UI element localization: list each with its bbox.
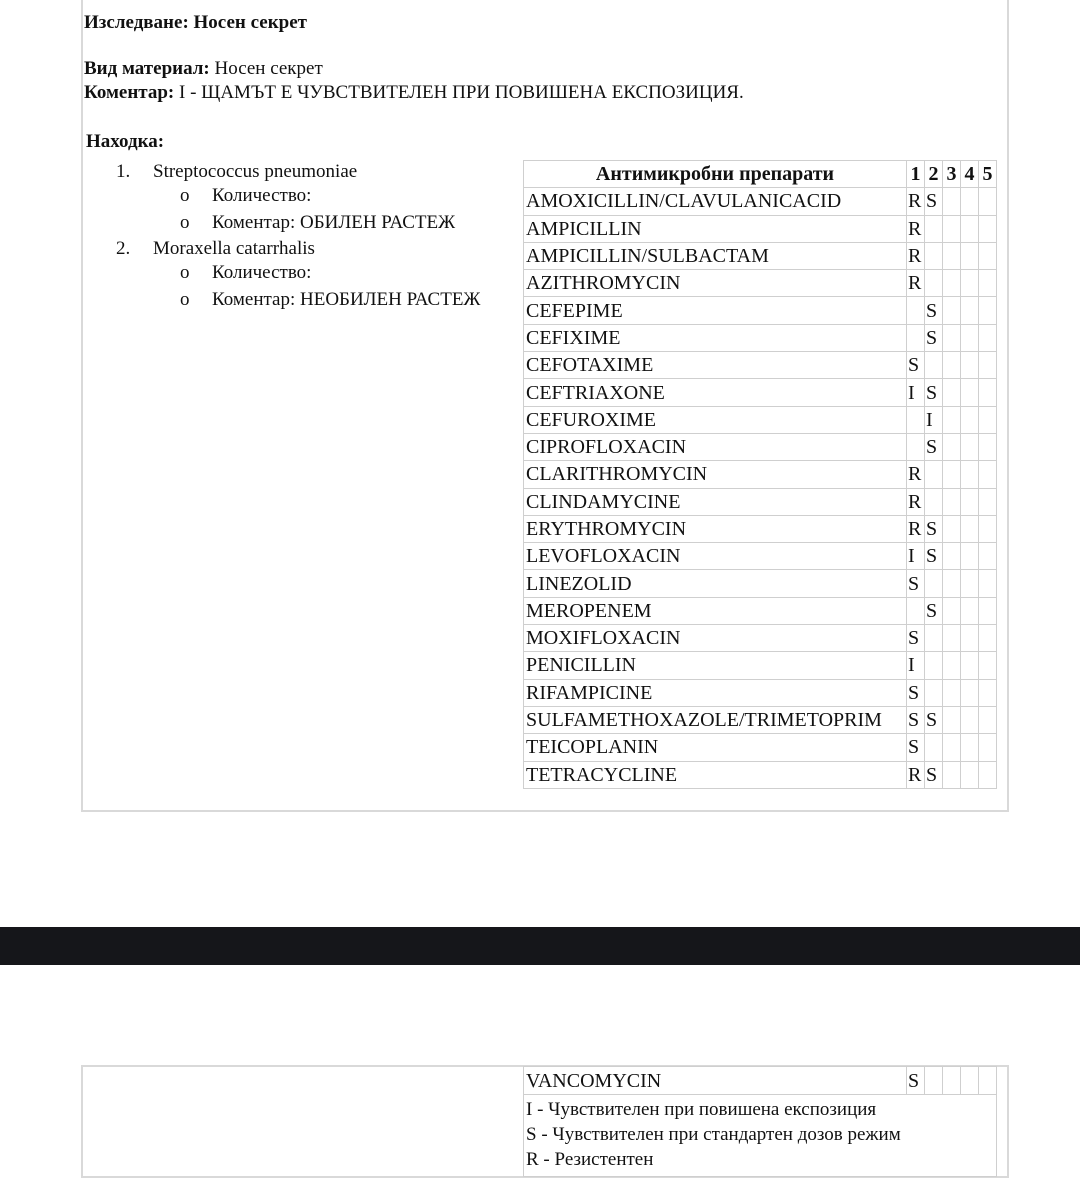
table-row	[524, 242, 997, 269]
comment-value: I - ЩАМЪТ Е ЧУВСТВИТЕЛЕН ПРИ ПОВИШЕНА ЕКСПОЗИЦИЯ.	[179, 82, 744, 103]
result-cell-col-2	[925, 352, 943, 379]
drug-name-cell: LINEZOLID	[524, 570, 907, 597]
table-row	[524, 652, 997, 679]
result-cell-col-1	[907, 433, 925, 460]
table-row	[524, 433, 997, 460]
result-cell-col-2	[925, 461, 943, 488]
result-cell-col-4	[961, 570, 979, 597]
result-cell-col-5	[979, 652, 997, 679]
finding-2-quantity: Количество:	[212, 262, 312, 283]
table-row	[524, 406, 997, 433]
result-cell-col-2	[925, 734, 943, 761]
result-cell-col-4	[961, 324, 979, 351]
result-cell-col-2: S	[925, 188, 943, 215]
material-value: Носен секрет	[214, 58, 323, 79]
result-cell-col-5	[979, 188, 997, 215]
result-cell-col-1: R	[907, 515, 925, 542]
result-cell-col-3	[943, 215, 961, 242]
result-cell-col-3	[943, 679, 961, 706]
result-cell-col-5	[979, 406, 997, 433]
table-row	[524, 734, 997, 761]
drug-name-cell: ERYTHROMYCIN	[524, 515, 907, 542]
drug-name-cell: CEFEPIME	[524, 297, 907, 324]
result-cell-col-4	[961, 297, 979, 324]
result-cell-col-4	[961, 543, 979, 570]
result-cell-col-1: R	[907, 461, 925, 488]
legend-i: I - Чувствителен при повишена експозиция	[526, 1099, 877, 1120]
table-row	[524, 379, 997, 406]
result-cell-col-1: S	[907, 706, 925, 733]
result-cell-col-4	[961, 488, 979, 515]
drug-name-cell: SULFAMETHOXAZOLE/TRIMETOPRIM	[524, 706, 907, 733]
result-cell-col-5	[979, 761, 997, 788]
result-cell-col-3	[943, 488, 961, 515]
table-row	[524, 679, 997, 706]
result-cell-col-3	[943, 625, 961, 652]
table-header-col-1: 1	[907, 161, 925, 188]
drug-name-cell: CIPROFLOXACIN	[524, 433, 907, 460]
result-cell-col-4	[961, 652, 979, 679]
result-cell-col-4	[961, 679, 979, 706]
result-cell-col-5	[979, 679, 997, 706]
result-cell-col-4	[961, 706, 979, 733]
finding-1-organism: Streptococcus pneumoniae	[153, 161, 358, 182]
result-cell-col-5	[979, 734, 997, 761]
result-cell-col-3	[943, 297, 961, 324]
drug-name-cell: TETRACYCLINE	[524, 761, 907, 788]
result-cell-col-3	[943, 188, 961, 215]
table-row	[524, 352, 997, 379]
table-row	[524, 543, 997, 570]
drug-name-cell: MEROPENEM	[524, 597, 907, 624]
result-cell-col-3	[943, 570, 961, 597]
result-cell-col-5	[979, 488, 997, 515]
table-row	[524, 461, 997, 488]
result-cell-col-2	[925, 242, 943, 269]
result-cell-col-4	[961, 515, 979, 542]
finding-2-comment-bullet: o	[180, 289, 190, 310]
table-row	[524, 324, 997, 351]
table-row	[524, 570, 997, 597]
legend-s: S - Чувствителен при стандартен дозов режим	[526, 1124, 901, 1145]
result-cell-col-5	[979, 706, 997, 733]
result-cell-col-4	[961, 597, 979, 624]
result-cell-col-4	[961, 406, 979, 433]
legend-r: R - Резистентен	[526, 1149, 654, 1170]
table-row	[524, 597, 997, 624]
study-value: Носен секрет	[193, 12, 307, 33]
finding-1-number: 1.	[116, 161, 131, 182]
drug-name-cell: AMOXICILLIN/CLAVULANICACID	[524, 188, 907, 215]
result-cell-col-3	[943, 1067, 961, 1095]
result-cell-col-1: I	[907, 379, 925, 406]
result-cell-col-1: S	[907, 734, 925, 761]
drug-name-cell: PENICILLIN	[524, 652, 907, 679]
table-header-col-3: 3	[943, 161, 961, 188]
result-cell-col-4	[961, 433, 979, 460]
drug-name-cell: CEFOTAXIME	[524, 352, 907, 379]
result-cell-col-2: S	[925, 379, 943, 406]
table-row	[524, 488, 997, 515]
result-cell-col-5	[979, 352, 997, 379]
result-cell-col-1: I	[907, 543, 925, 570]
result-cell-col-4	[961, 625, 979, 652]
result-cell-col-3	[943, 734, 961, 761]
result-cell-col-3	[943, 761, 961, 788]
study-label: Изследване:	[84, 12, 189, 33]
drug-name-cell: CEFIXIME	[524, 324, 907, 351]
result-cell-col-5	[979, 433, 997, 460]
drug-name-cell: CEFTRIAXONE	[524, 379, 907, 406]
material-line	[84, 58, 323, 80]
result-cell-col-2: S	[925, 597, 943, 624]
result-cell-col-4	[961, 270, 979, 297]
table-row	[524, 297, 997, 324]
result-cell-col-2: S	[925, 706, 943, 733]
result-cell-col-5	[979, 597, 997, 624]
result-cell-col-5	[979, 1067, 997, 1095]
finding-1-quantity: Количество:	[212, 185, 312, 206]
result-cell-col-3	[943, 324, 961, 351]
result-cell-col-5	[979, 324, 997, 351]
result-cell-col-1: S	[907, 352, 925, 379]
result-cell-col-3	[943, 652, 961, 679]
drug-name-cell: LEVOFLOXACIN	[524, 543, 907, 570]
finding-label: Находка:	[86, 131, 165, 152]
result-cell-col-4	[961, 379, 979, 406]
drug-name-cell: MOXIFLOXACIN	[524, 625, 907, 652]
result-cell-col-1: R	[907, 488, 925, 515]
result-cell-col-5	[979, 461, 997, 488]
result-cell-col-2: I	[925, 406, 943, 433]
table-row	[524, 515, 997, 542]
table-header-drugs: Антимикробни препарати	[524, 161, 907, 188]
result-cell-col-5	[979, 297, 997, 324]
result-cell-col-5	[979, 215, 997, 242]
drug-name-cell: TEICOPLANIN	[524, 734, 907, 761]
result-cell-col-5	[979, 379, 997, 406]
result-cell-col-3	[943, 461, 961, 488]
result-cell-col-2	[925, 625, 943, 652]
result-cell-col-5	[979, 515, 997, 542]
table-legend-row	[524, 1095, 997, 1177]
result-cell-col-3	[943, 352, 961, 379]
finding-1-quantity-bullet: o	[180, 185, 190, 206]
result-cell-col-1	[907, 597, 925, 624]
result-cell-col-3	[943, 597, 961, 624]
result-cell-col-2	[925, 270, 943, 297]
result-cell-col-4	[961, 352, 979, 379]
result-cell-col-1	[907, 406, 925, 433]
result-cell-col-1: S	[907, 1067, 925, 1095]
comment-label: Коментар:	[84, 82, 175, 103]
result-cell-col-5	[979, 242, 997, 269]
result-cell-col-3	[943, 270, 961, 297]
result-cell-col-2	[925, 1067, 943, 1095]
drug-name-cell: CLINDAMYCINE	[524, 488, 907, 515]
result-cell-col-2: S	[925, 543, 943, 570]
drug-name-cell: AMPICILLIN/SULBACTAM	[524, 242, 907, 269]
finding-2-organism: Moraxella catarrhalis	[153, 238, 315, 259]
drug-name-cell: RIFAMPICINE	[524, 679, 907, 706]
result-cell-col-3	[943, 515, 961, 542]
result-cell-col-3	[943, 433, 961, 460]
page-separator-band	[0, 927, 1080, 965]
table-header-col-4: 4	[961, 161, 979, 188]
table-row	[524, 188, 997, 215]
study-line	[84, 12, 307, 34]
table-row	[524, 1067, 997, 1095]
result-cell-col-1	[907, 324, 925, 351]
result-cell-col-4	[961, 734, 979, 761]
result-cell-col-1: R	[907, 270, 925, 297]
legend-cell	[524, 1095, 997, 1177]
result-cell-col-1	[907, 297, 925, 324]
result-cell-col-1: I	[907, 652, 925, 679]
finding-1-comment: Коментар: ОБИЛЕН РАСТЕЖ	[212, 212, 456, 233]
result-cell-col-3	[943, 379, 961, 406]
drug-name-cell: AZITHROMYCIN	[524, 270, 907, 297]
result-cell-col-3	[943, 543, 961, 570]
drug-name-cell: CEFUROXIME	[524, 406, 907, 433]
result-cell-col-2	[925, 488, 943, 515]
result-cell-col-3	[943, 406, 961, 433]
drug-name-cell: AMPICILLIN	[524, 215, 907, 242]
result-cell-col-1: R	[907, 188, 925, 215]
antimicrobial-table	[523, 160, 997, 789]
result-cell-col-4	[961, 188, 979, 215]
table-header-col-5: 5	[979, 161, 997, 188]
drug-name-cell: VANCOMYCIN	[524, 1067, 907, 1095]
result-cell-col-1: S	[907, 679, 925, 706]
result-cell-col-3	[943, 242, 961, 269]
result-cell-col-2	[925, 215, 943, 242]
result-cell-col-5	[979, 570, 997, 597]
finding-2-quantity-bullet: o	[180, 262, 190, 283]
material-label: Вид материал:	[84, 58, 210, 79]
result-cell-col-2: S	[925, 761, 943, 788]
result-cell-col-1: R	[907, 215, 925, 242]
result-cell-col-2	[925, 679, 943, 706]
result-cell-col-3	[943, 706, 961, 733]
table-row	[524, 706, 997, 733]
result-cell-col-4	[961, 215, 979, 242]
result-cell-col-2	[925, 570, 943, 597]
table-row	[524, 215, 997, 242]
result-cell-col-4	[961, 761, 979, 788]
antimicrobial-table-continued	[523, 1066, 997, 1177]
table-row	[524, 761, 997, 788]
comment-line	[84, 82, 744, 104]
table-row	[524, 270, 997, 297]
result-cell-col-1: R	[907, 242, 925, 269]
result-cell-col-2: S	[925, 324, 943, 351]
result-cell-col-5	[979, 625, 997, 652]
result-cell-col-1: S	[907, 570, 925, 597]
finding-2-number: 2.	[116, 238, 131, 259]
finding-2-comment: Коментар: НЕОБИЛЕН РАСТЕЖ	[212, 289, 481, 310]
result-cell-col-5	[979, 270, 997, 297]
result-cell-col-1: R	[907, 761, 925, 788]
finding-1-comment-bullet: o	[180, 212, 190, 233]
result-cell-col-4	[961, 461, 979, 488]
result-cell-col-2	[925, 652, 943, 679]
result-cell-col-5	[979, 543, 997, 570]
table-row	[524, 625, 997, 652]
table-header-row	[524, 161, 997, 188]
drug-name-cell: CLARITHROMYCIN	[524, 461, 907, 488]
table-header-col-2: 2	[925, 161, 943, 188]
result-cell-col-2: S	[925, 433, 943, 460]
result-cell-col-2: S	[925, 515, 943, 542]
result-cell-col-1: S	[907, 625, 925, 652]
result-cell-col-4	[961, 242, 979, 269]
result-cell-col-2: S	[925, 297, 943, 324]
result-cell-col-4	[961, 1067, 979, 1095]
